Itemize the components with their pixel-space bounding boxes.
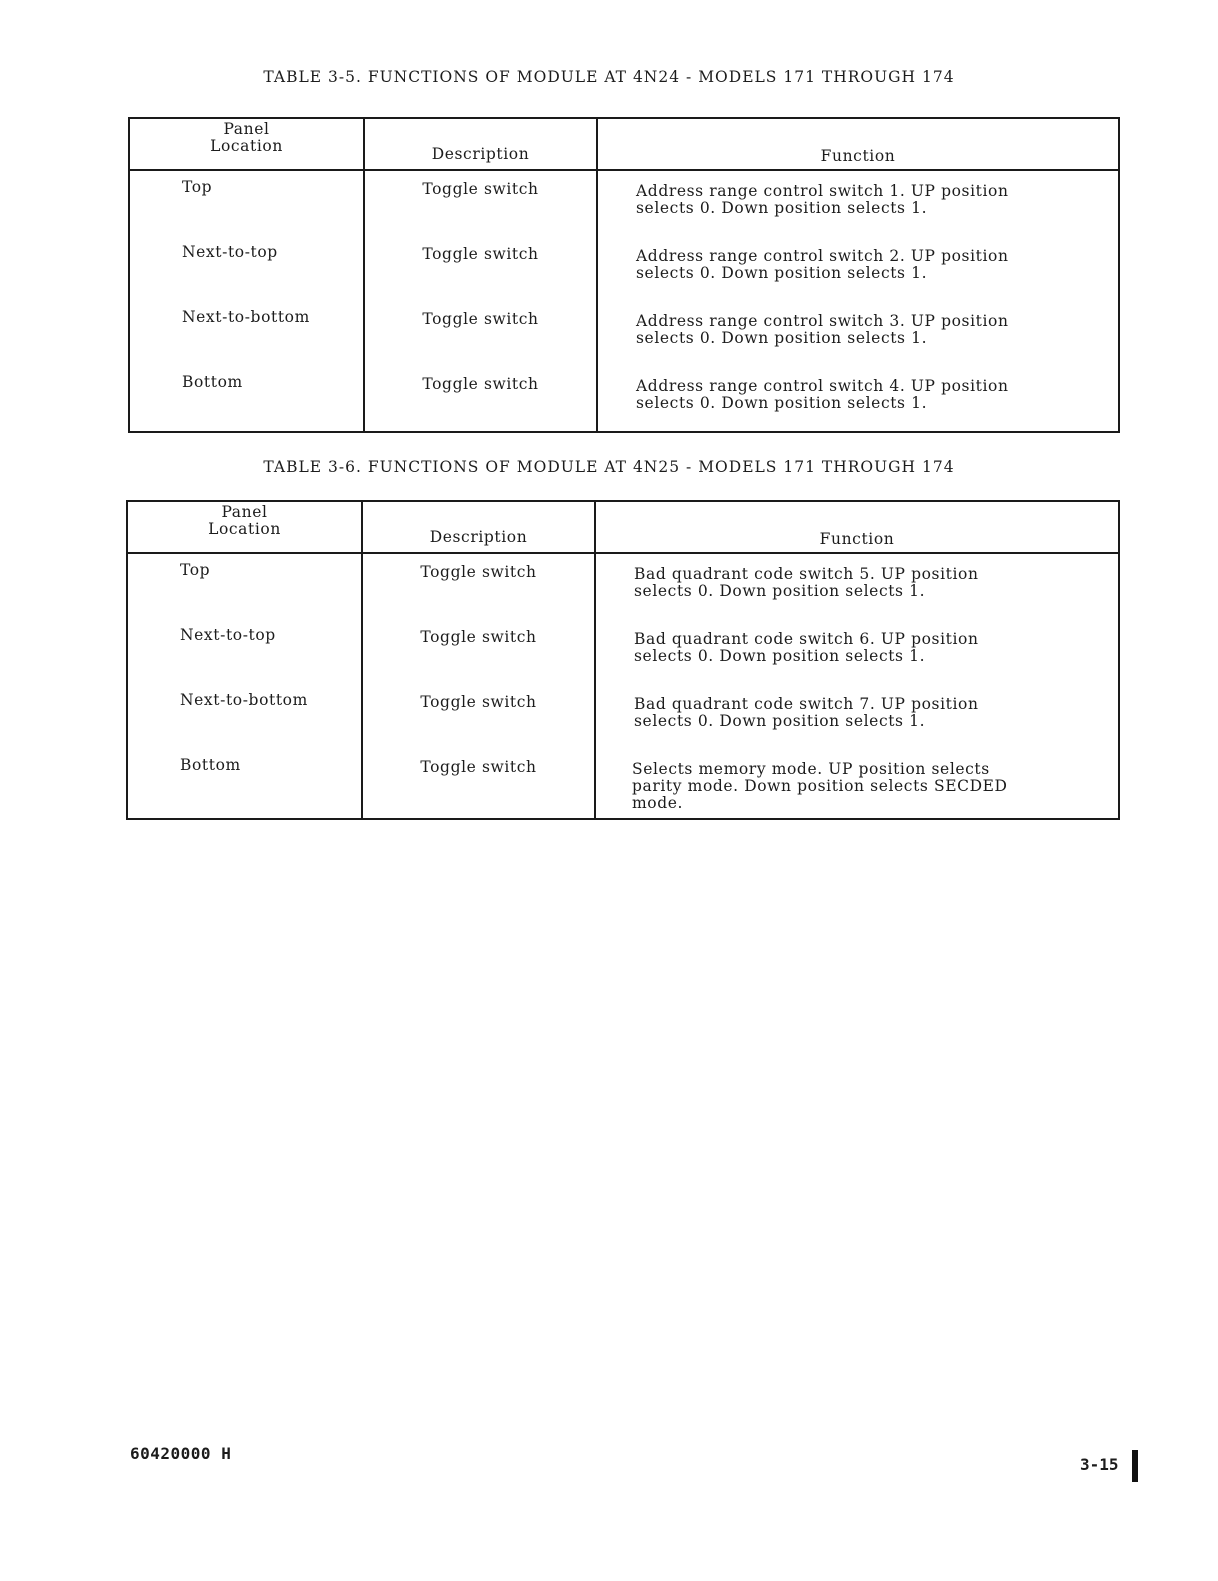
cell-description: Toggle switch (364, 170, 597, 236)
cell-function (597, 236, 1119, 301)
cell-function (595, 749, 1119, 819)
function-line: mode. (632, 794, 684, 812)
document-number: 60420000 H (130, 1444, 232, 1463)
function-line: Bad quadrant code switch 5. UP position (634, 565, 979, 583)
table-row (129, 170, 1119, 236)
table-header-row (127, 501, 1119, 553)
header-panel: Panel (223, 120, 270, 138)
table-3-5 (128, 117, 1120, 433)
cell-description: Toggle switch (362, 749, 595, 819)
header-description: Description (364, 118, 597, 170)
function-line: selects 0. Down position selects 1. (636, 394, 928, 412)
function-line: Address range control switch 4. UP position (636, 377, 1009, 395)
function-line: selects 0. Down position selects 1. (636, 329, 928, 347)
cell-function (597, 366, 1119, 432)
page-number: 3-15 (1080, 1455, 1119, 1474)
function-line: Bad quadrant code switch 7. UP position (634, 695, 979, 713)
cell-location: Bottom (127, 749, 362, 819)
table-row (127, 553, 1119, 619)
cell-location: Next-to-top (129, 236, 364, 301)
cell-location: Top (127, 553, 362, 619)
function-line: selects 0. Down position selects 1. (636, 199, 928, 217)
function-line: selects 0. Down position selects 1. (636, 264, 928, 282)
cell-function (595, 619, 1119, 684)
cell-description: Toggle switch (362, 553, 595, 619)
table-row (127, 749, 1119, 819)
header-location: Location (208, 520, 281, 538)
cell-function (597, 170, 1119, 236)
cell-location: Next-to-bottom (129, 301, 364, 366)
function-line: Bad quadrant code switch 6. UP position (634, 630, 979, 648)
table-3-6 (126, 500, 1120, 820)
function-line: Address range control switch 3. UP position (636, 312, 1009, 330)
function-line: parity mode. Down position selects SECDED (632, 777, 1008, 795)
header-description: Description (362, 501, 595, 553)
header-panel-location (127, 501, 362, 553)
cell-location: Bottom (129, 366, 364, 432)
table-3-6-title: TABLE 3-6. FUNCTIONS OF MODULE AT 4N25 - MODELS 171 THROUGH 174 (263, 458, 955, 476)
header-function: Function (595, 501, 1119, 553)
table-row (129, 366, 1119, 432)
cell-function (595, 684, 1119, 749)
cell-description: Toggle switch (364, 236, 597, 301)
table-3-5-title: TABLE 3-5. FUNCTIONS OF MODULE AT 4N24 - MODELS 171 THROUGH 174 (263, 68, 955, 86)
header-location: Location (210, 137, 283, 155)
header-panel: Panel (221, 503, 268, 521)
cell-description: Toggle switch (362, 619, 595, 684)
function-line: selects 0. Down position selects 1. (634, 647, 926, 665)
header-function: Function (597, 118, 1119, 170)
table-row (127, 619, 1119, 684)
table-row (129, 236, 1119, 301)
table-row (127, 684, 1119, 749)
cell-function (595, 553, 1119, 619)
function-line: selects 0. Down position selects 1. (634, 582, 926, 600)
cell-description: Toggle switch (362, 684, 595, 749)
revision-change-bar (1132, 1450, 1138, 1482)
cell-description: Toggle switch (364, 301, 597, 366)
table-row (129, 301, 1119, 366)
function-line: Address range control switch 2. UP position (636, 247, 1009, 265)
function-line: Selects memory mode. UP position selects (632, 760, 990, 778)
cell-location: Next-to-top (127, 619, 362, 684)
cell-function (597, 301, 1119, 366)
cell-location: Top (129, 170, 364, 236)
table-header-row (129, 118, 1119, 170)
cell-location: Next-to-bottom (127, 684, 362, 749)
function-line: selects 0. Down position selects 1. (634, 712, 926, 730)
header-panel-location (129, 118, 364, 170)
cell-description: Toggle switch (364, 366, 597, 432)
function-line: Address range control switch 1. UP position (636, 182, 1009, 200)
